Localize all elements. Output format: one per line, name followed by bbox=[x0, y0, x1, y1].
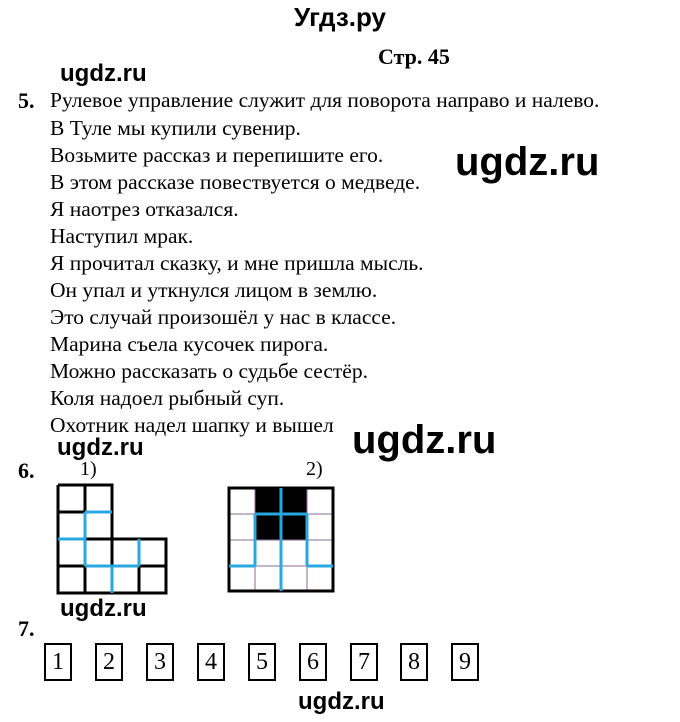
site-title: Угдз.ру bbox=[294, 2, 386, 32]
number-box: 3 bbox=[146, 643, 174, 681]
sentence: Он упал и уткнулся лицом в землю. bbox=[50, 278, 378, 302]
sentence: Это случай произошёл у нас в классе. bbox=[50, 305, 397, 329]
watermark: ugdz.ru bbox=[60, 595, 147, 622]
task-5-number: 5. bbox=[18, 88, 35, 113]
number-box: 1 bbox=[44, 643, 72, 681]
task-6-number: 6. bbox=[18, 458, 35, 483]
watermark: ugdz.ru bbox=[298, 688, 385, 715]
sentence: Наступил мрак. bbox=[50, 224, 194, 248]
number-box: 7 bbox=[350, 643, 378, 681]
sentence: В этом рассказе повествуется о медведе. bbox=[50, 170, 421, 194]
sentence: Я прочитал сказку, и мне пришла мысль. bbox=[50, 251, 424, 275]
number-box: 2 bbox=[95, 643, 123, 681]
sentence: Коля надоел рыбный суп. bbox=[50, 386, 285, 410]
number-box: 6 bbox=[299, 643, 327, 681]
sentence: Я наотрез отказался. bbox=[50, 197, 239, 221]
sentence: Марина съела кусочек пирога. bbox=[50, 332, 329, 356]
sentence: Рулевое управление служит для поворота направо и налево. bbox=[50, 88, 600, 112]
sentence: В Туле мы купили сувенир. bbox=[50, 116, 301, 140]
sentence: Возьмите рассказ и перепишите его. bbox=[50, 143, 384, 167]
task-7-number: 7. bbox=[18, 616, 35, 641]
watermark: ugdz.ru bbox=[60, 60, 147, 87]
figure-2-label: 2) bbox=[306, 458, 323, 480]
watermark: ugdz.ru bbox=[455, 140, 600, 184]
watermark: ugdz.ru bbox=[57, 434, 144, 461]
number-box: 9 bbox=[451, 643, 479, 681]
number-box: 5 bbox=[248, 643, 276, 681]
figure-1-label: 1) bbox=[80, 458, 97, 480]
sentence: Охотник надел шапку и вышел bbox=[50, 413, 334, 437]
watermark: ugdz.ru bbox=[352, 418, 497, 462]
number-box: 4 bbox=[197, 643, 225, 681]
number-box: 8 bbox=[400, 643, 428, 681]
page-reference: Стр. 45 bbox=[378, 44, 450, 69]
sentence: Можно рассказать о судьбе сестёр. bbox=[50, 359, 368, 383]
